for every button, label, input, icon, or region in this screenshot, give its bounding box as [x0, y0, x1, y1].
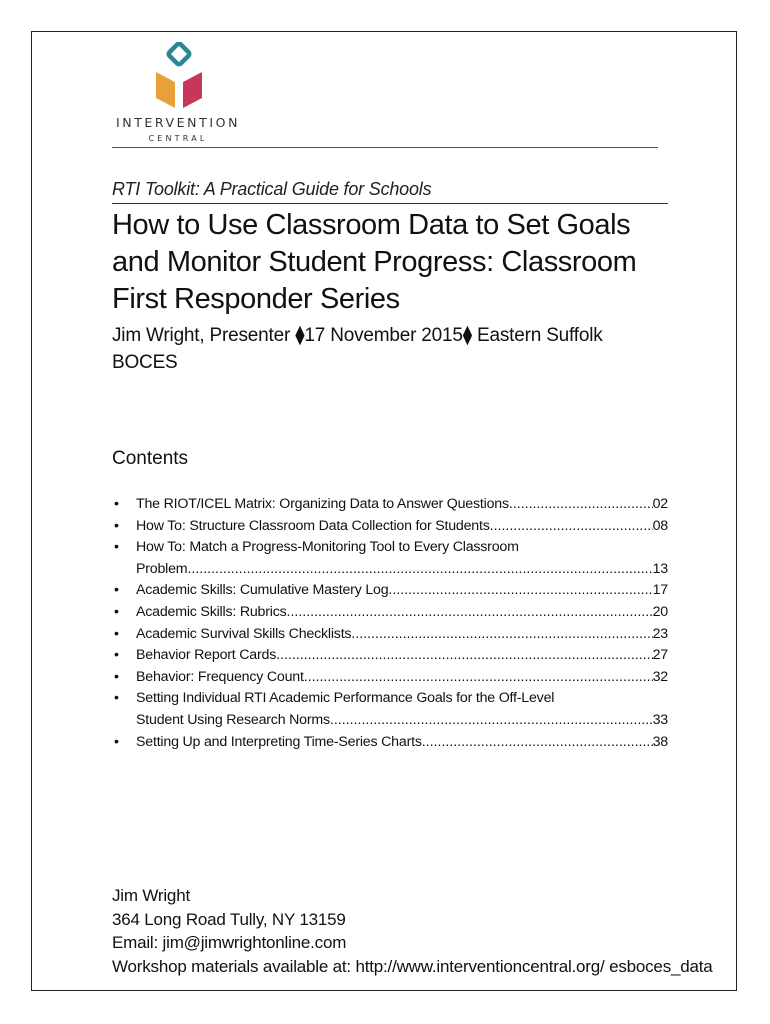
toc-item-title: How To: Structure Classroom Data Collection for Students — [136, 517, 490, 534]
logo-wordmark: INTERVENTION — [115, 115, 241, 130]
contact-info — [112, 884, 713, 978]
series-rule — [112, 203, 668, 204]
toc-item[interactable] — [112, 580, 672, 602]
toc-item-page: 08 — [652, 517, 668, 534]
bullet-icon: • — [114, 496, 119, 512]
toc-item-title-first-line: Setting Individual RTI Academic Performance Goals for the Off-Level — [136, 690, 555, 707]
contents-heading: Contents — [112, 448, 189, 469]
toc-item-title: Student Using Research Norms — [136, 711, 330, 728]
toc-item-page: 20 — [652, 603, 668, 620]
toc-leader — [388, 580, 652, 602]
toc-item-page: 32 — [652, 668, 668, 685]
title-line: First Responder Series — [112, 283, 400, 315]
toc-item[interactable] — [112, 645, 672, 667]
document-title — [112, 207, 672, 318]
bullet-icon: • — [114, 625, 119, 642]
contact-email[interactable]: Email: jim@jimwrightonline.com — [112, 933, 347, 952]
bullet-icon: • — [114, 647, 119, 664]
toc-item-title: Behavior Report Cards — [136, 647, 277, 664]
intervention-central-logo-icon — [152, 42, 206, 110]
presenter-line: BOCES — [112, 352, 178, 373]
toc-item[interactable] — [112, 602, 672, 624]
toc-leader — [276, 645, 653, 667]
bullet-icon: • — [114, 668, 119, 685]
presenter-info — [112, 322, 672, 376]
toc-leader — [304, 667, 653, 689]
bullet-icon: • — [114, 582, 119, 599]
toc-item-page: 02 — [652, 496, 668, 512]
logo-subtitle: CENTRAL — [148, 134, 208, 143]
header-rule — [112, 147, 658, 148]
toc-item-page: 13 — [652, 560, 668, 577]
bullet-icon: • — [114, 539, 119, 556]
toc-leader — [351, 624, 652, 646]
toc-item[interactable] — [112, 624, 672, 646]
toc-item[interactable] — [112, 667, 672, 689]
bullet-icon: • — [114, 733, 119, 750]
toc-item[interactable] — [112, 494, 672, 516]
toc-item-page: 23 — [652, 625, 668, 642]
presenter-line: Jim Wright, Presenter ⧫17 November 2015⧫ Eastern Suffolk — [112, 325, 603, 346]
series-title: RTI Toolkit: A Practical Guide for Schools — [112, 179, 432, 199]
bullet-icon: • — [114, 690, 119, 707]
toc-item-title: The RIOT/ICEL Matrix: Organizing Data to Answer Questions — [136, 496, 509, 512]
toc-item-title: Problem — [136, 560, 188, 577]
contact-address: 364 Long Road Tully, NY 13159 — [112, 909, 346, 929]
toc-item-title-first-line: How To: Match a Progress-Monitoring Tool to Every Classroom — [136, 539, 519, 556]
toc-item[interactable] — [112, 516, 672, 538]
bullet-icon: • — [114, 603, 119, 620]
title-line: and Monitor Student Progress: Classroom — [112, 246, 637, 278]
toc-item-page: 38 — [652, 733, 668, 750]
toc-leader — [330, 710, 653, 732]
workshop-materials-link[interactable]: Workshop materials available at: http://www.interventioncentral.org/ esboces_data — [112, 956, 713, 976]
toc-item-page: 33 — [652, 711, 668, 728]
logo — [108, 42, 248, 152]
toc-leader — [187, 559, 652, 581]
toc-leader — [287, 602, 653, 624]
bullet-icon: • — [114, 517, 119, 534]
toc-item[interactable] — [112, 688, 672, 731]
toc-item[interactable] — [112, 732, 672, 754]
table-of-contents — [112, 494, 672, 753]
toc-item-title: Setting Up and Interpreting Time-Series Charts — [136, 733, 422, 750]
title-line: How to Use Classroom Data to Set Goals — [112, 209, 631, 241]
toc-leader — [509, 494, 653, 516]
toc-item-page: 17 — [652, 582, 668, 599]
toc-item-title: Behavior: Frequency Count — [136, 668, 304, 685]
contact-name: Jim Wright — [112, 886, 190, 905]
toc-leader — [490, 516, 653, 538]
toc-item-page: 27 — [652, 647, 668, 664]
toc-item-title: Academic Skills: Cumulative Mastery Log — [136, 582, 389, 599]
toc-item[interactable] — [112, 537, 672, 580]
toc-item-title: Academic Skills: Rubrics — [136, 603, 287, 620]
toc-leader — [422, 732, 653, 754]
toc-item-title: Academic Survival Skills Checklists — [136, 625, 352, 642]
